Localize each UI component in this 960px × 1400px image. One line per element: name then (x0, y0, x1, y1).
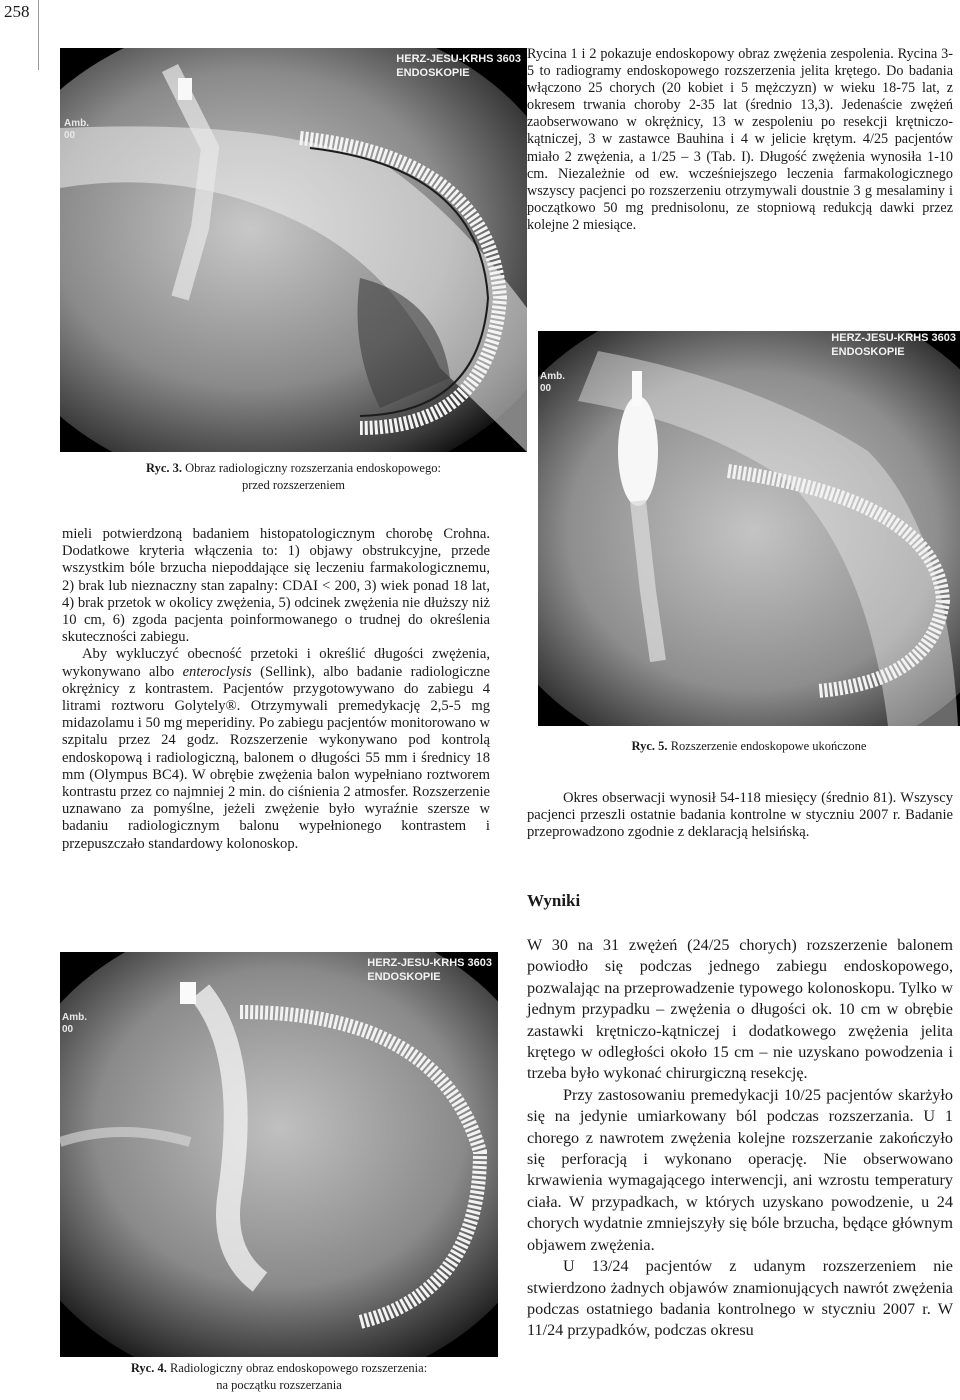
figure-4-caption (60, 1360, 498, 1394)
top-divider (38, 0, 39, 70)
figure-5-caption (538, 738, 960, 755)
department-label: ENDOSKOPIE (396, 67, 470, 79)
methods-p2-italic: enteroclysis (182, 663, 252, 680)
results-text (527, 935, 953, 1342)
figure-3-caption (60, 460, 527, 494)
hospital-label: HERZ-JESU-KRHS 3603 (831, 332, 956, 344)
department-label: ENDOSKOPIE (367, 971, 441, 983)
figure-4-radiograph (60, 952, 498, 1357)
radiograph-image-5 (538, 331, 960, 726)
intro-text: Rycina 1 i 2 pokazuje endoskopowy obraz zwężenia zespolenia. Rycina 3-5 to radiogramy endoskopowego rozszerzenia jelita krętego. Do badania włączono 25 chorych (20 kobiet i 5 mężczyzn) w wieku 18-75 lat, z okresem trwania choroby 2-35 lat (średnio 13,3). Jedenaście zwężeń zaobserwowano w okrężnicy, 13 w zespoleniu po resekcji krętniczo-kątniczej, 3 w zastawce Bauhina i 4 w jelicie krętym. 4/25 pacjentów miało 2 zwężenia, a 1/25 – 3 (Tab. I). Długość zwężenia wynosiła 1-10 cm. Niezależnie od ew. wcześniejszego leczenia farmakologicznego wszyscy pacjenci po rozszerzeniu otrzymywali doustnie 3 g mesalaminy i początkowo 50 mg prednisolonu, ze stopniową redukcją dawki przez kolejne 2 miesiące. (527, 46, 953, 233)
intro-paragraph (527, 46, 953, 234)
caption-text-line-1: Obraz radiologiczny rozszerzania endoskopowego: (185, 461, 441, 475)
caption-text-line-1: Radiologiczny obraz endoskopowego rozszerzenia: (169, 1361, 428, 1375)
results-paragraph-2: Przy zastosowaniu premedykacji 10/25 pacjentów skarżyło się na jedynie umiarkowany ból podczas rozszerzania. U 1 chorego z nawrotem zwężenia kolejne rozszerzanie zakończyło się perforacją i wykonano operację. Nie obserwowano krwawienia wymagającego interwencji, ani wzrostu temperatury ciała. W przypadkach, w których uzyskano powodzenie, u 24 chorych wydatnie zmniejszyły się bóle brzucha, będące głównym objawem zwężenia. (527, 1085, 953, 1254)
methods-paragraph-1: mieli potwierdzoną badaniem histopatologicznym chorobę Crohna. Dodatkowe kryteria włączenia to: 1) objawy obstrukcyjne, przede wszystkim bóle brzucha niepoddające się leczeniu farmakologicznemu, 2) brak lub nieznaczny stan zapalny: CDAI < 200, 3) wiek ponad 18 lat, 4) brak przetok w okolicy zwężenia, 5) odcinek zwężenia nie dłuższy niż 10 cm, 6) zgoda pacjenta poinformowanego o trudnej do określenia skuteczności zabiegu. (62, 526, 490, 646)
figure-3-overlay (396, 52, 521, 80)
methods-text (62, 526, 490, 853)
caption-number: Ryc. 4. (130, 1361, 167, 1375)
caption-number: Ryc. 3. (146, 461, 183, 475)
caption-text-line-2: na początku rozszerzania (216, 1378, 342, 1392)
caption-number: Ryc. 5. (631, 739, 668, 753)
radiograph-image-3 (60, 48, 527, 452)
figure-3-radiograph (60, 48, 527, 452)
caption-text: Rozszerzenie endoskopowe ukończone (670, 739, 867, 753)
methods-paragraph-2 (62, 646, 490, 852)
department-label: ENDOSKOPIE (831, 346, 905, 358)
side-label: Amb. 00 (62, 1012, 87, 1035)
caption-text-line-2: przed rozszerzeniem (241, 478, 346, 492)
page-number: 258 (4, 2, 30, 21)
results-paragraph-3: U 13/24 pacjentów z udanym rozszerzeniem nie stwierdzono żadnych objawów znamionujących nawrót zwężenia podczas ostatniego badania kontrolnego w styczniu 2007 r. W 11/24 przypadków, podczas okresu (527, 1257, 953, 1340)
observation-text (527, 790, 953, 842)
hospital-label: HERZ-JESU-KRHS 3603 (367, 957, 492, 969)
section-heading-results: Wyniki (527, 891, 581, 910)
figure-4-overlay (367, 956, 492, 984)
results-paragraph-1: W 30 na 31 zwężeń (24/25 chorych) rozszerzenie balonem powiodło się podczas jednego zabiegu endoskopowego, pozwalając na przeprowadzenie typowego kolonoskopu. Tylko w jednym przypadku – zwężenia o długości ok. 10 cm w obrębie zastawki krętniczo-kątniczej i dodatkowego zwężenia jelita krętego w odległości około 15 cm – nie uzyskano powodzenia i trzeba było wykonać chirurgiczną resekcję. (527, 936, 953, 1083)
side-label: Amb. 00 (64, 118, 89, 141)
observation-paragraph: Okres obserwacji wynosił 54-118 miesięcy (średnio 81). Wszyscy pacjenci przeszli ostatnie badania kontrolne w styczniu 2007 r. Badanie przeprowadzono zgodnie z deklaracją helsińską. (527, 790, 953, 841)
hospital-label: HERZ-JESU-KRHS 3603 (396, 53, 521, 65)
methods-p2-start: Aby wykluczyć obecność przetoki i określić długości zwężenia, wykonywano albo (62, 646, 490, 680)
methods-p2-end: (Sellink), albo badanie radiologiczne okrężnicy z kontrastem. Pacjentów przygotowywano do zabiegu 4 litrami roztworu Golytely®. Otrzymywali premedykację 2,5-5 mg midazolamu i 50 mg meperidiny. Po zabiegu pacjentów monitorowano w szpitalu przez 24 godz. Rozszerzenie wykonywano pod kontrolą endoskopową i radiologiczną, balonem o długości 55 mm i średnicy 18 mm (Olympus BC4). W obrębie zwężenia balon wypełniano roztworem kontrastu przez co najmniej 2 min. do ciśnienia 2 atmosfer. Rozszerzenie uznawano za pomyślne, jeżeli zwężenie było wyraźnie szersze w badaniu radiologicznym balonu wypełnionego kontrastem i przepuszczało standardowy kolonoskop. (62, 663, 491, 852)
figure-5-overlay (831, 331, 956, 359)
figure-5-radiograph (538, 331, 960, 726)
radiograph-image-4 (60, 952, 498, 1357)
side-label: Amb. 00 (540, 371, 565, 394)
